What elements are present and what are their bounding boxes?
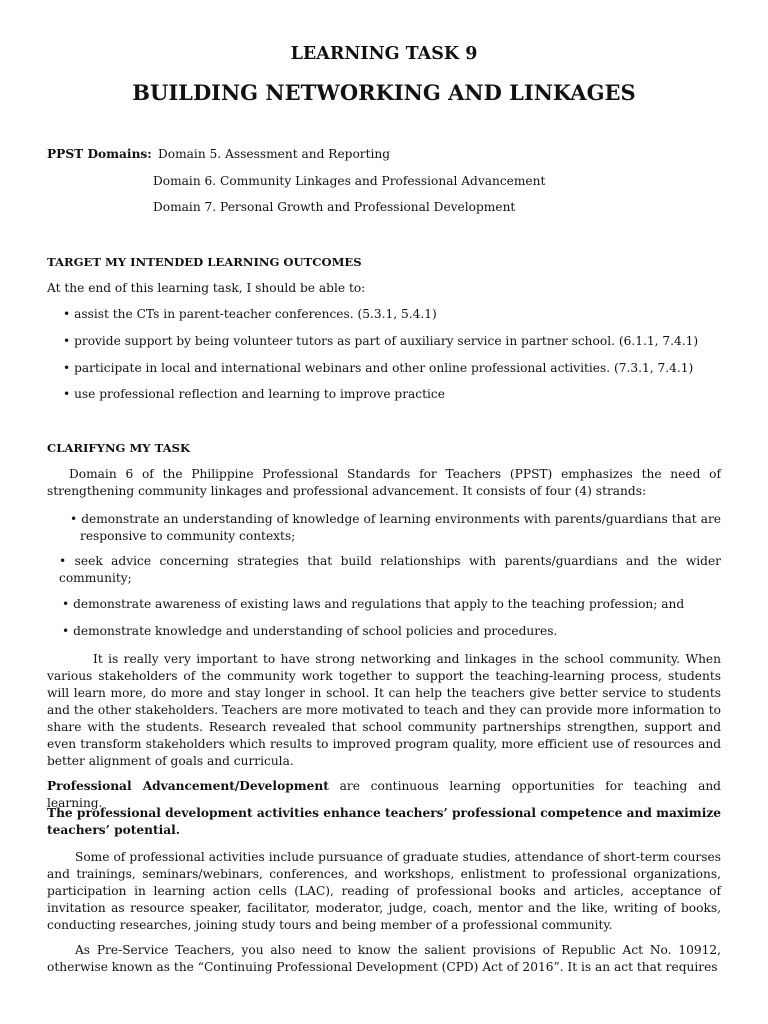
strand-item: • demonstrate an understanding of knowledge of learning environments with parents/guardians that are responsive to community contexts; <box>70 512 721 543</box>
document-subtitle: BUILDING NETWORKING AND LINKAGES <box>132 80 636 105</box>
outcome-item: • assist the CTs in parent-teacher conferences. (5.3.1, 5.4.1) <box>63 307 437 321</box>
outcomes-heading: TARGET MY INTENDED LEARNING OUTCOMES <box>47 255 362 269</box>
ppst-domain-6: Domain 6. Community Linkages and Professional Advancement <box>153 174 546 188</box>
networking-paragraph: It is really very important to have strong networking and linkages in the school community. When various stakeholders of the community work together to support the teaching-learning process, students will learn more, do more and stay longer in school. It can help the teachers give better service to students and the other stakeholders. Teachers are more motivated to teach and they can provide more information to share with the students. Research revealed that school community partnerships strengthen, support and even transform stakeholders which results to improved program quality, more efficient use of resources and better alignment of goals and curricula. <box>47 652 721 768</box>
ppst-domains-label: PPST Domains: <box>47 147 152 161</box>
pd-activities-paragraph: Some of professional activities include pursuance of graduate studies, attendance of short-term courses and trainings, seminars/webinars, conferences, and workshops, enlistment to professional organizations, participation in learning action cells (LAC), reading of professional books and articles, acceptance of invitation as resource speaker, facilitator, moderator, judge, coach, mentor and the like, writing of books, conducting researches, joining study tours and being member of a professional community. <box>47 850 721 932</box>
ppst-domain-5: Domain 5. Assessment and Reporting <box>158 147 391 161</box>
task-heading: CLARIFYNG MY TASK <box>47 441 191 455</box>
outcomes-intro: At the end of this learning task, I should be able to: <box>47 281 366 295</box>
cpd-act-paragraph: As Pre-Service Teachers, you also need to know the salient provisions of Republic Act No. 10912, otherwise known as the “Continuing Professional Development (CPD) Act of 2016”. It is an act that requires <box>47 943 721 974</box>
strand-item: • demonstrate awareness of existing laws and regulations that apply to the teaching profession; and <box>62 597 685 611</box>
strand-item: • seek advice concerning strategies that build relationships with parents/guardians and the wider community; <box>59 554 721 585</box>
outcome-item: • use professional reflection and learning to improve practice <box>63 387 445 401</box>
outcome-item: • provide support by being volunteer tutors as part of auxiliary service in partner school. (6.1.1, 7.4.1) <box>63 334 699 348</box>
task-intro-paragraph: Domain 6 of the Philippine Professional Standards for Teachers (PPST) emphasizes the need of strengthening community linkages and professional advancement. It consists of four (4) strands: <box>47 467 721 498</box>
pad-term: Professional Advancement/Development <box>47 779 329 793</box>
pad-definition-text: are continuous learning opportunities for teaching and learning. <box>47 779 721 810</box>
pd-bold-statement: The professional development activities enhance teachers’ professional competence and maximize teachers’ potential. <box>47 806 722 837</box>
strand-item: • demonstrate knowledge and understanding of school policies and procedures. <box>62 624 558 638</box>
ppst-domain-7: Domain 7. Personal Growth and Professional Development <box>153 200 516 214</box>
outcome-item: • participate in local and international webinars and other online professional activities. (7.3.1, 7.4.1) <box>63 361 694 375</box>
document-title: LEARNING TASK 9 <box>290 44 478 64</box>
